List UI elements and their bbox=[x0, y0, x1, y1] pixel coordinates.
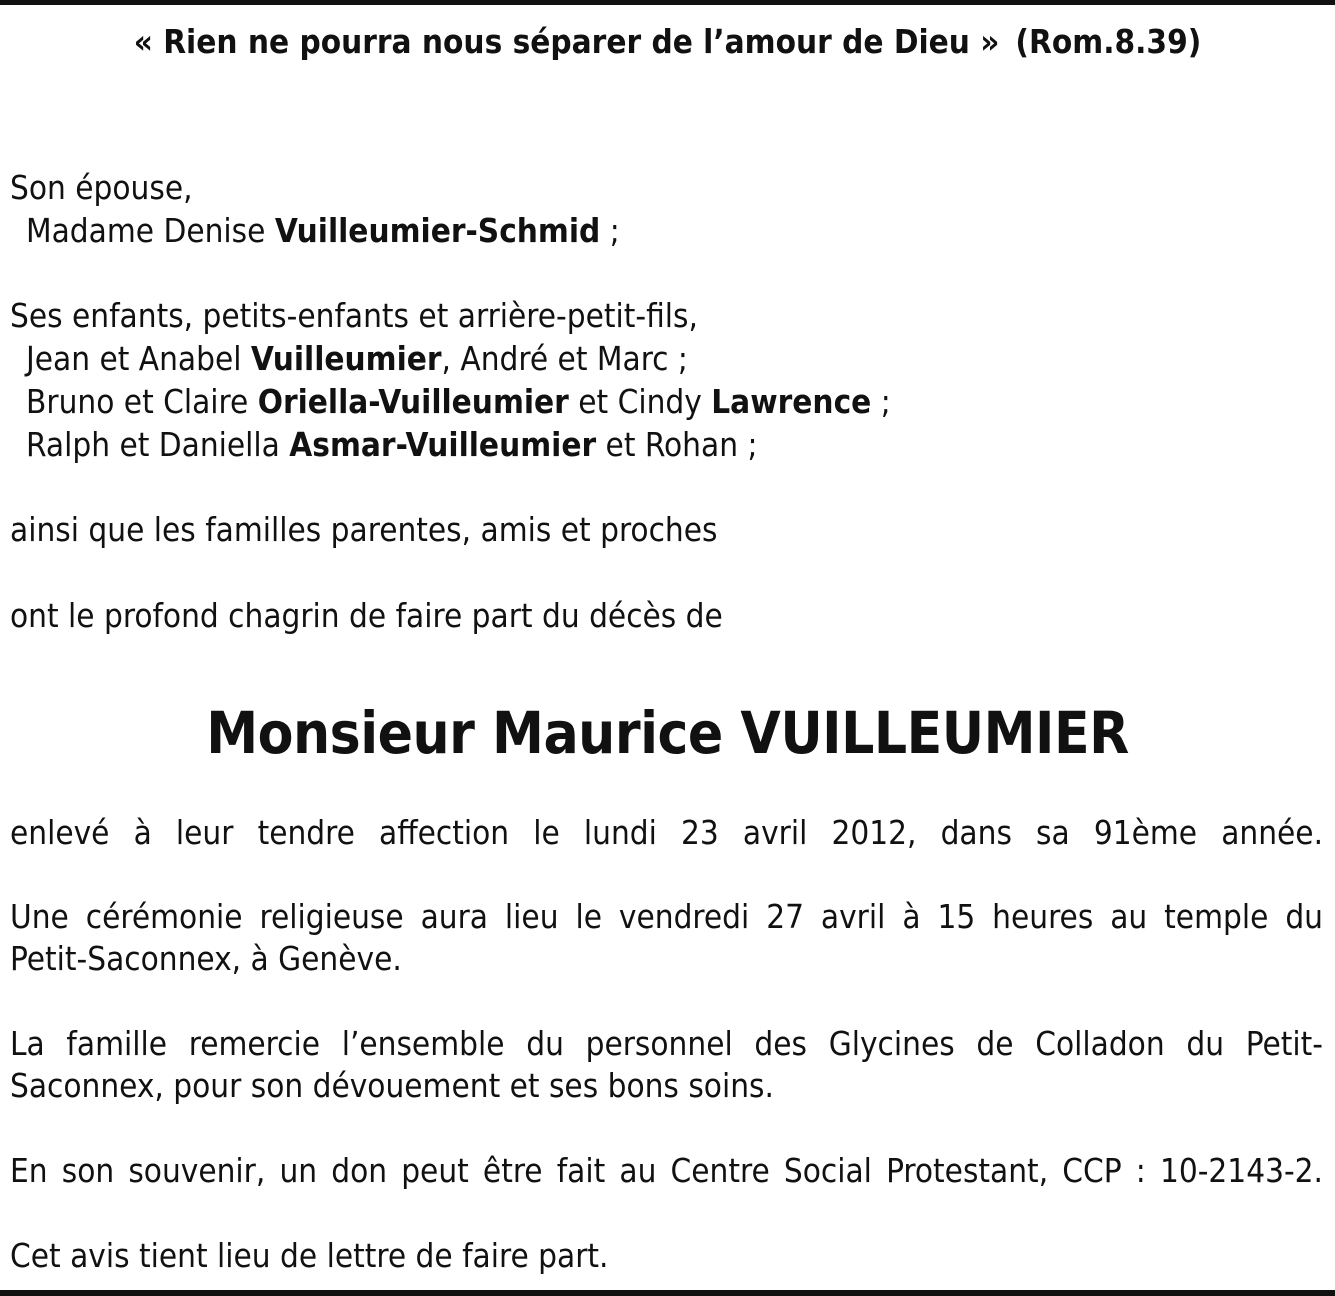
families-line: ainsi que les familles parentes, amis et proches bbox=[10, 510, 718, 549]
verse-reference: (Rom.8.39) bbox=[1015, 22, 1202, 61]
children-heading: Ses enfants, petits-enfants et arrière-petit-fils, bbox=[10, 296, 698, 335]
spouse-name-suffix: ; bbox=[600, 211, 620, 250]
paragraph-ceremony-line-2: Petit-Saconnex, à Genève. bbox=[10, 939, 402, 978]
family-row-2-names: Bruno et Claire bbox=[26, 382, 258, 421]
family-row-2-mid: et Cindy bbox=[568, 382, 712, 421]
family-row-3-surname: Asmar-Vuilleumier bbox=[289, 425, 597, 464]
family-row-2-surname-2: Lawrence bbox=[711, 382, 872, 421]
paragraph-passing: enlevé à leur tendre affection le lundi 23 avril 2012, dans sa 91ème année. bbox=[10, 813, 1323, 852]
family-row-3-rest: et Rohan ; bbox=[596, 425, 758, 464]
bible-verse bbox=[0, 22, 1335, 62]
family-row-1-names: Jean et Anabel bbox=[26, 339, 251, 378]
family-row-2-surname: Oriella-Vuilleumier bbox=[257, 382, 569, 421]
paragraph-ceremony-line-1: Une cérémonie religieuse aura lieu le vendredi 27 avril à 15 heures au temple du bbox=[10, 897, 1323, 936]
top-border-rule bbox=[0, 0, 1335, 5]
paragraph-notice: Cet avis tient lieu de lettre de faire part. bbox=[10, 1236, 609, 1275]
deceased-name: Monsieur Maurice VUILLEUMIER bbox=[206, 699, 1129, 767]
family-row-3 bbox=[26, 425, 757, 465]
family-row-2 bbox=[26, 382, 891, 422]
paragraph-donation: En son souvenir, un don peut être fait au Centre Social Protestant, CCP : 10-2143-2. bbox=[10, 1151, 1323, 1190]
family-row-3-names: Ralph et Daniella bbox=[26, 425, 290, 464]
paragraph-thanks-line-1: La famille remercie l’ensemble du personnel des Glycines de Colladon du Petit- bbox=[10, 1024, 1323, 1063]
spouse-name bbox=[26, 211, 620, 251]
paragraph-thanks-line-2: Saconnex, pour son dévouement et ses bons soins. bbox=[10, 1066, 774, 1105]
family-row-1 bbox=[26, 339, 688, 379]
spouse-surname: Vuilleumier-Schmid bbox=[274, 211, 601, 250]
announcement-line: ont le profond chagrin de faire part du décès de bbox=[10, 596, 723, 635]
verse-quote: « Rien ne pourra nous séparer de l’amour de Dieu » bbox=[133, 22, 1000, 61]
bottom-border-rule bbox=[0, 1290, 1335, 1296]
spouse-name-prefix: Madame Denise bbox=[26, 211, 275, 250]
family-row-1-rest: , André et Marc ; bbox=[441, 339, 688, 378]
family-row-1-surname: Vuilleumier bbox=[250, 339, 442, 378]
family-row-2-end: ; bbox=[871, 382, 891, 421]
spouse-heading: Son épouse, bbox=[10, 168, 193, 207]
